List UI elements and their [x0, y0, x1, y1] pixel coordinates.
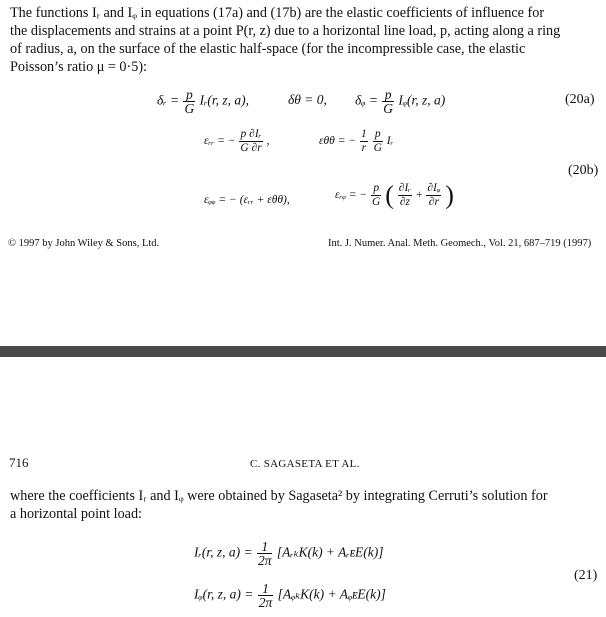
- journal-footer: Int. J. Numer. Anal. Meth. Geomech., Vol. 21, 687–719 (1997): [328, 238, 592, 249]
- paragraph-line: the displacements and strains at a point P(r, z) due to a horizontal line load, p, acting along a ring: [10, 23, 561, 39]
- fraction-denominator: r: [361, 142, 367, 154]
- fraction: [373, 128, 383, 155]
- fraction-denominator: ∂r: [428, 196, 439, 208]
- fraction-numerator: p: [382, 88, 394, 102]
- paragraph-line: The functions Iᵣ and Iᵩ in equations (17a) and (17b) are the elastic coefficients of influence for: [10, 5, 545, 21]
- fraction-denominator: ∂z: [399, 196, 411, 208]
- delta-r-rhs: Iᵣ(r, z, a),: [199, 92, 250, 108]
- fraction-denominator: G ∂r: [240, 142, 262, 154]
- ir-lhs: Iᵣ(r, z, a) =: [194, 544, 253, 560]
- fraction-denominator: 2π: [257, 553, 272, 568]
- delta-r-lhs: δᵣ =: [157, 92, 180, 108]
- fraction-numerator: 1: [257, 540, 273, 554]
- fraction: [360, 128, 368, 155]
- fraction-numerator: p ∂Iᵣ: [240, 128, 262, 140]
- fraction: [426, 182, 441, 209]
- equation-delta-z: [355, 88, 445, 115]
- fraction: [398, 182, 412, 209]
- delta-z-lhs: δᵩ =: [355, 92, 378, 108]
- equation-epsilon-rr: [204, 128, 269, 155]
- fraction-numerator: p: [183, 88, 195, 102]
- paragraph-line: Poisson’s ratio μ = 0·5):: [10, 59, 147, 75]
- fraction: [257, 540, 273, 567]
- equation-delta-r: [157, 88, 249, 115]
- punctuation: ,: [266, 135, 270, 148]
- epsilon-rr-lhs: εᵣᵣ = −: [204, 135, 236, 148]
- iz-rhs: [AᵩₖK(k) + AᵩᴇE(k)]: [277, 586, 386, 602]
- plus-sign: +: [415, 189, 423, 202]
- equation-number-21: (21): [574, 568, 598, 583]
- right-parenthesis: ): [445, 180, 454, 210]
- fraction: [258, 582, 274, 609]
- fraction: [382, 88, 394, 115]
- running-title: C. SAGASETA ET AL.: [250, 458, 360, 470]
- left-parenthesis: (: [385, 180, 394, 210]
- page-number: 716: [9, 455, 29, 470]
- epsilon-rz-lhs: εᵣᵩ = −: [335, 189, 368, 202]
- equation-epsilon-rz: [335, 182, 454, 209]
- fraction: [371, 182, 381, 209]
- copyright-footer: © 1997 by John Wiley & Sons, Ltd.: [8, 238, 160, 249]
- equation-ir: [194, 540, 384, 567]
- fraction-numerator: 1: [258, 582, 274, 596]
- page-divider: [0, 346, 606, 357]
- equation-epsilon-theta: [319, 128, 393, 155]
- paragraph-line: of radius, a, on the surface of the elastic half-space (for the incompressible case, the elastic: [10, 41, 526, 57]
- bottom-paragraph: [10, 487, 598, 523]
- equation-number-20a: (20a): [565, 92, 595, 107]
- fraction-numerator: 1: [360, 128, 367, 140]
- equation-epsilon-zz: [204, 194, 290, 206]
- paragraph-line: a horizontal point load:: [10, 506, 142, 522]
- fraction: [183, 88, 195, 115]
- fraction-denominator: G: [372, 196, 381, 208]
- fraction-denominator: G: [383, 101, 394, 116]
- epsilon-theta-lhs: εθθ = −: [319, 135, 357, 148]
- iz-lhs: Iᵩ(r, z, a) =: [194, 586, 254, 602]
- fraction-numerator: ∂Iᵩ: [427, 182, 441, 194]
- top-paragraph: [10, 4, 598, 76]
- fraction-numerator: ∂Iᵣ: [398, 182, 412, 194]
- fraction-numerator: p: [371, 182, 381, 196]
- equation-delta-theta: [288, 92, 327, 108]
- fraction-denominator: G: [184, 101, 195, 116]
- equation-iz: [194, 582, 386, 609]
- ir-rhs: [AᵣₖK(k) + AᵣᴇE(k)]: [276, 544, 384, 560]
- delta-theta: δθ = 0,: [288, 92, 327, 107]
- fraction-numerator: p: [373, 128, 383, 142]
- fraction: [239, 128, 262, 155]
- paragraph-line: where the coefficients Iᵣ and Iᵩ were obtained by Sagaseta² by integrating Cerruti’s solution for: [10, 488, 548, 504]
- epsilon-zz: εᵩᵩ = − (εᵣᵣ + εθθ),: [204, 194, 290, 206]
- delta-z-rhs: Iᵩ(r, z, a): [398, 92, 446, 108]
- equation-number-20b: (20b): [568, 163, 599, 178]
- fraction-denominator: G: [373, 142, 382, 154]
- epsilon-theta-tail: Iᵣ: [386, 135, 394, 148]
- fraction-denominator: 2π: [258, 595, 273, 610]
